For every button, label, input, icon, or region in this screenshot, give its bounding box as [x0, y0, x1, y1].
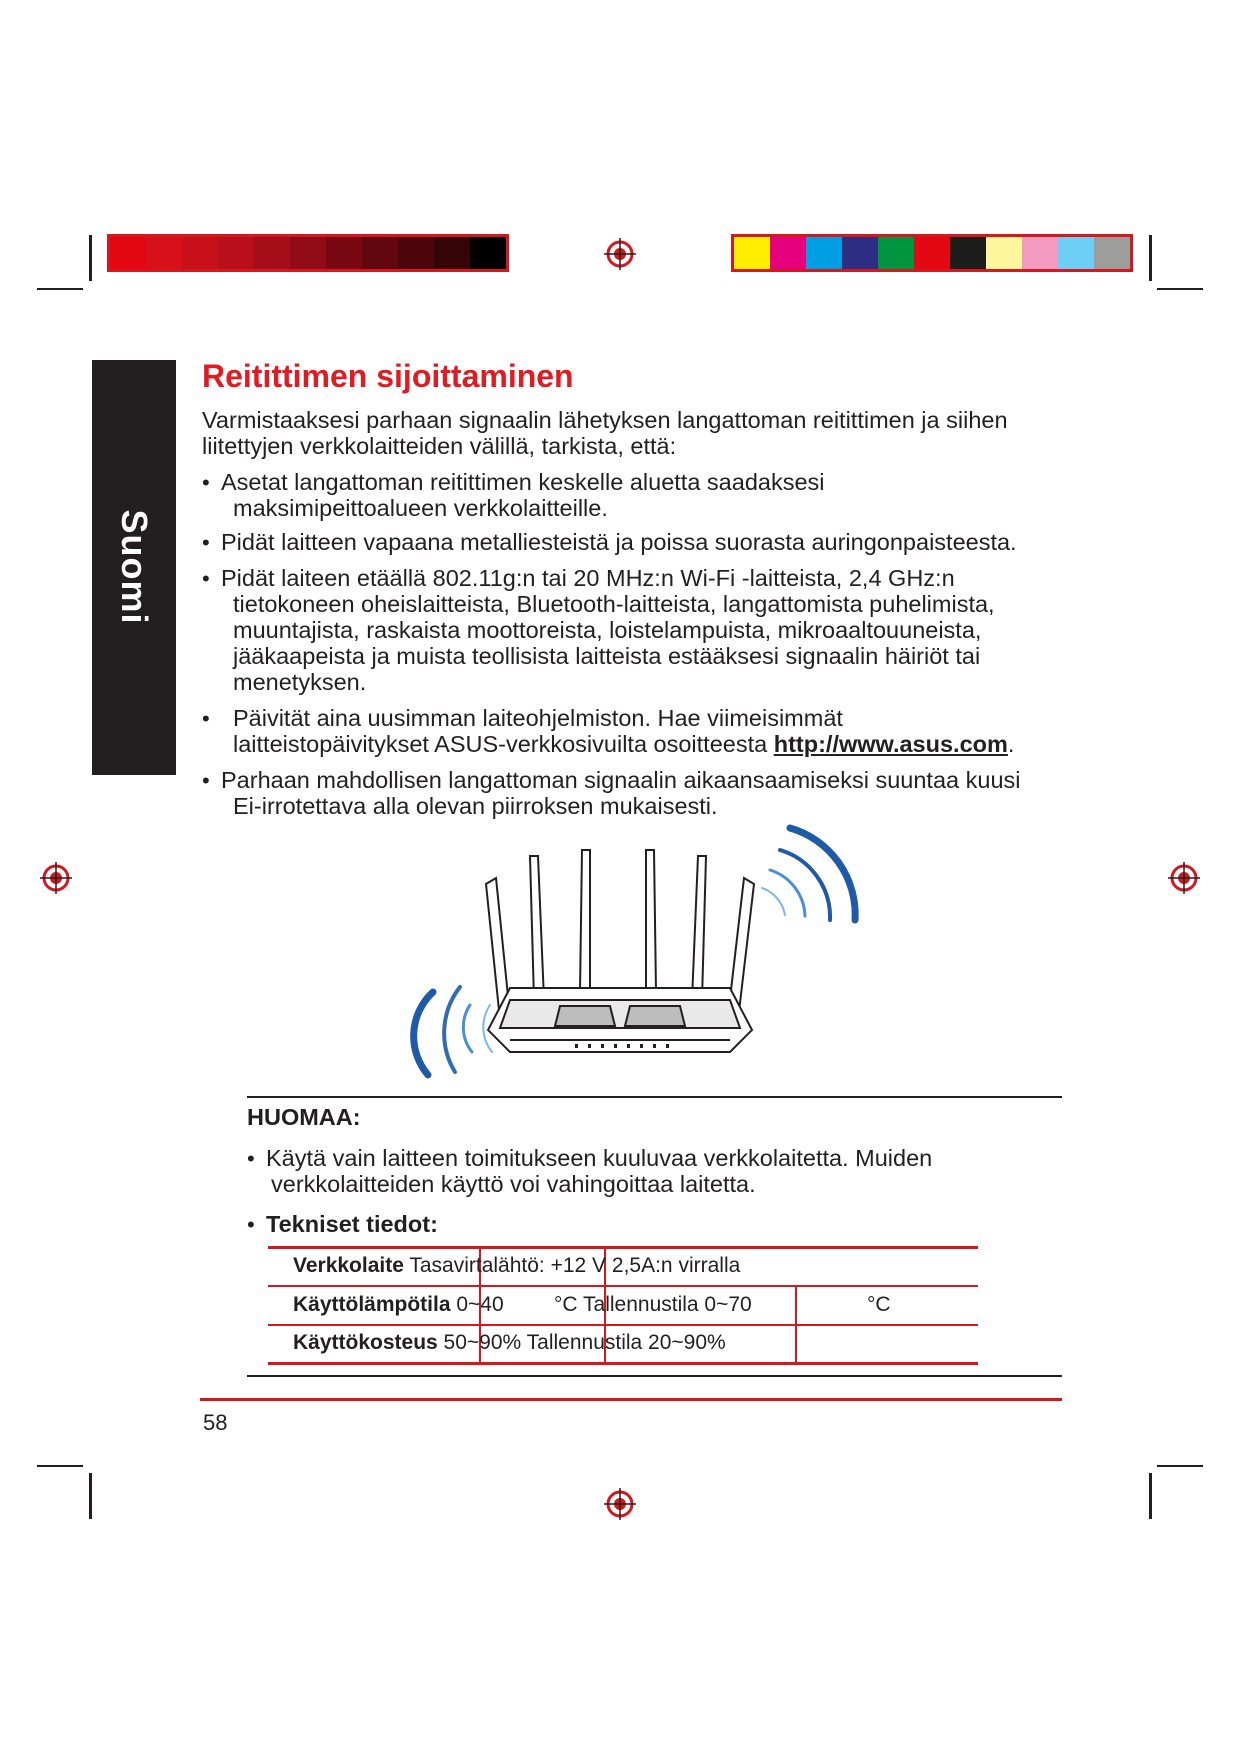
table-rule: [268, 1324, 978, 1326]
bullet-line: menetyksen.: [233, 669, 367, 695]
bullet-line: laitteistopäivitykset ASUS-verkkosivuilta osoitteesta: [233, 731, 774, 757]
note-bottom-rule: [247, 1375, 1062, 1377]
color-swatch: [950, 237, 986, 269]
color-bar-right: [731, 234, 1133, 272]
color-swatch: [914, 237, 950, 269]
color-swatch: [842, 237, 878, 269]
table-row: [293, 1331, 726, 1355]
spec-title: Tekniset tiedot:: [266, 1211, 438, 1237]
section-title: Reitittimen sijoittaminen: [202, 358, 574, 394]
color-swatch: [398, 237, 434, 269]
color-swatch: [806, 237, 842, 269]
spec-label: Käyttökosteus: [293, 1331, 438, 1354]
bullet-line: Ei-irrotettava alla olevan piirroksen mukaisesti.: [233, 793, 718, 819]
bullet-line: muuntajista, raskaista moottoreista, loistelampuista, mikroaaltouuneista,: [233, 617, 982, 643]
color-swatch: [326, 237, 362, 269]
registration-mark-icon: [39, 861, 73, 895]
spec-value: Tasavirtalähtö: +12 V 2,5A:n virralla: [403, 1254, 741, 1277]
color-swatch: [1058, 237, 1094, 269]
crop-mark: [1149, 235, 1152, 281]
color-swatch: [770, 237, 806, 269]
router-illustration: [360, 820, 880, 1082]
color-swatch: [1022, 237, 1058, 269]
color-swatch: [986, 237, 1022, 269]
color-swatch: [182, 237, 218, 269]
color-swatch: [362, 237, 398, 269]
table-divider: [795, 1286, 797, 1365]
table-row: [293, 1254, 740, 1278]
note-top-rule: [247, 1096, 1062, 1098]
bullet-line: tietokoneen oheislaitteista, Bluetooth-laitteista, langattomista puhelimista,: [233, 591, 995, 617]
language-side-tab-label: Suomi: [114, 509, 155, 625]
wifi-wave-right-icon: [762, 828, 855, 920]
color-swatch: [734, 237, 770, 269]
bullet-dot: •: [202, 566, 210, 591]
bullet-line: Asetat langattoman reitittimen keskelle aluetta saadaksesi: [221, 469, 825, 495]
asus-website-link[interactable]: http://www.asus.com: [773, 731, 1008, 757]
crop-mark: [89, 1473, 92, 1519]
table-rule: [268, 1246, 978, 1249]
note-line: Käytä vain laitteen toimitukseen kuuluvaa verkkolaitetta. Muiden: [266, 1145, 933, 1171]
bullet-dot: •: [202, 768, 210, 793]
bullet-line-with-link: [233, 731, 1014, 757]
intro-line: liitettyjen verkkolaitteiden välillä, tarkista, että:: [202, 433, 677, 459]
spec-value: 0~40: [450, 1293, 504, 1316]
color-swatch: [218, 237, 254, 269]
registration-mark-icon: [603, 1487, 637, 1521]
page-number: 58: [203, 1410, 228, 1435]
color-swatch: [110, 237, 146, 269]
crop-mark: [1149, 1473, 1152, 1519]
bullet-dot: •: [202, 530, 210, 555]
bullet-dot: •: [247, 1212, 255, 1237]
bullet-line: Pidät laitteen vapaana metalliesteistä ja poissa suorasta auringonpaisteesta.: [221, 529, 1017, 555]
bullet-line: Parhaan mahdollisen langattoman signaalin aikaansaamiseksi suuntaa kuusi: [221, 767, 1021, 793]
color-bar-left: [107, 234, 509, 272]
intro-line: Varmistaaksesi parhaan signaalin lähetyksen langattoman reitittimen ja siihen: [202, 407, 1008, 433]
spec-unit: °C: [867, 1293, 891, 1316]
spec-label: Käyttölämpötila: [293, 1293, 451, 1316]
footer-rule: [200, 1398, 1062, 1401]
bullet-line: Päivität aina uusimman laiteohjelmiston. Hae viimeisimmät: [233, 705, 843, 731]
table-row: [293, 1293, 504, 1317]
crop-mark: [37, 1465, 83, 1467]
table-rule: [268, 1362, 978, 1365]
color-swatch: [434, 237, 470, 269]
router-body: [488, 988, 752, 1052]
bullet-line: jääkaapeista ja muista teollisista laitteista estääksesi signaalin häiriöt tai: [233, 643, 981, 669]
color-swatch: [878, 237, 914, 269]
color-swatch: [1094, 237, 1130, 269]
color-swatch: [146, 237, 182, 269]
note-title: HUOMAA:: [247, 1104, 361, 1130]
spec-value: 50~90% Tallennustila 20~90%: [437, 1331, 726, 1354]
registration-mark-icon: [1167, 861, 1201, 895]
crop-mark: [1157, 1465, 1203, 1467]
bullet-dot: •: [247, 1146, 255, 1171]
bullet-line: Pidät laiteen etäällä 802.11g:n tai 20 MHz:n Wi-Fi -laitteista, 2,4 GHz:n: [221, 565, 955, 591]
registration-mark-icon: [603, 237, 637, 271]
bullet-line: maksimipeittoalueen verkkolaitteille.: [233, 495, 608, 521]
table-rule: [268, 1285, 978, 1287]
crop-mark: [37, 288, 83, 290]
bullet-dot: •: [202, 706, 210, 731]
wifi-wave-left-icon: [414, 987, 492, 1075]
spec-value: °C Tallennustila 0~70: [554, 1293, 752, 1316]
note-line: verkkolaitteiden käyttö voi vahingoittaa laitetta.: [271, 1171, 756, 1197]
crop-mark: [1157, 288, 1203, 290]
bullet-dot: •: [202, 470, 210, 495]
crop-mark: [89, 235, 92, 281]
color-swatch: [254, 237, 290, 269]
color-swatch: [290, 237, 326, 269]
bullet-line-end: .: [1007, 731, 1015, 757]
spec-label: Verkkolaite: [293, 1254, 404, 1277]
color-swatch: [470, 237, 506, 269]
